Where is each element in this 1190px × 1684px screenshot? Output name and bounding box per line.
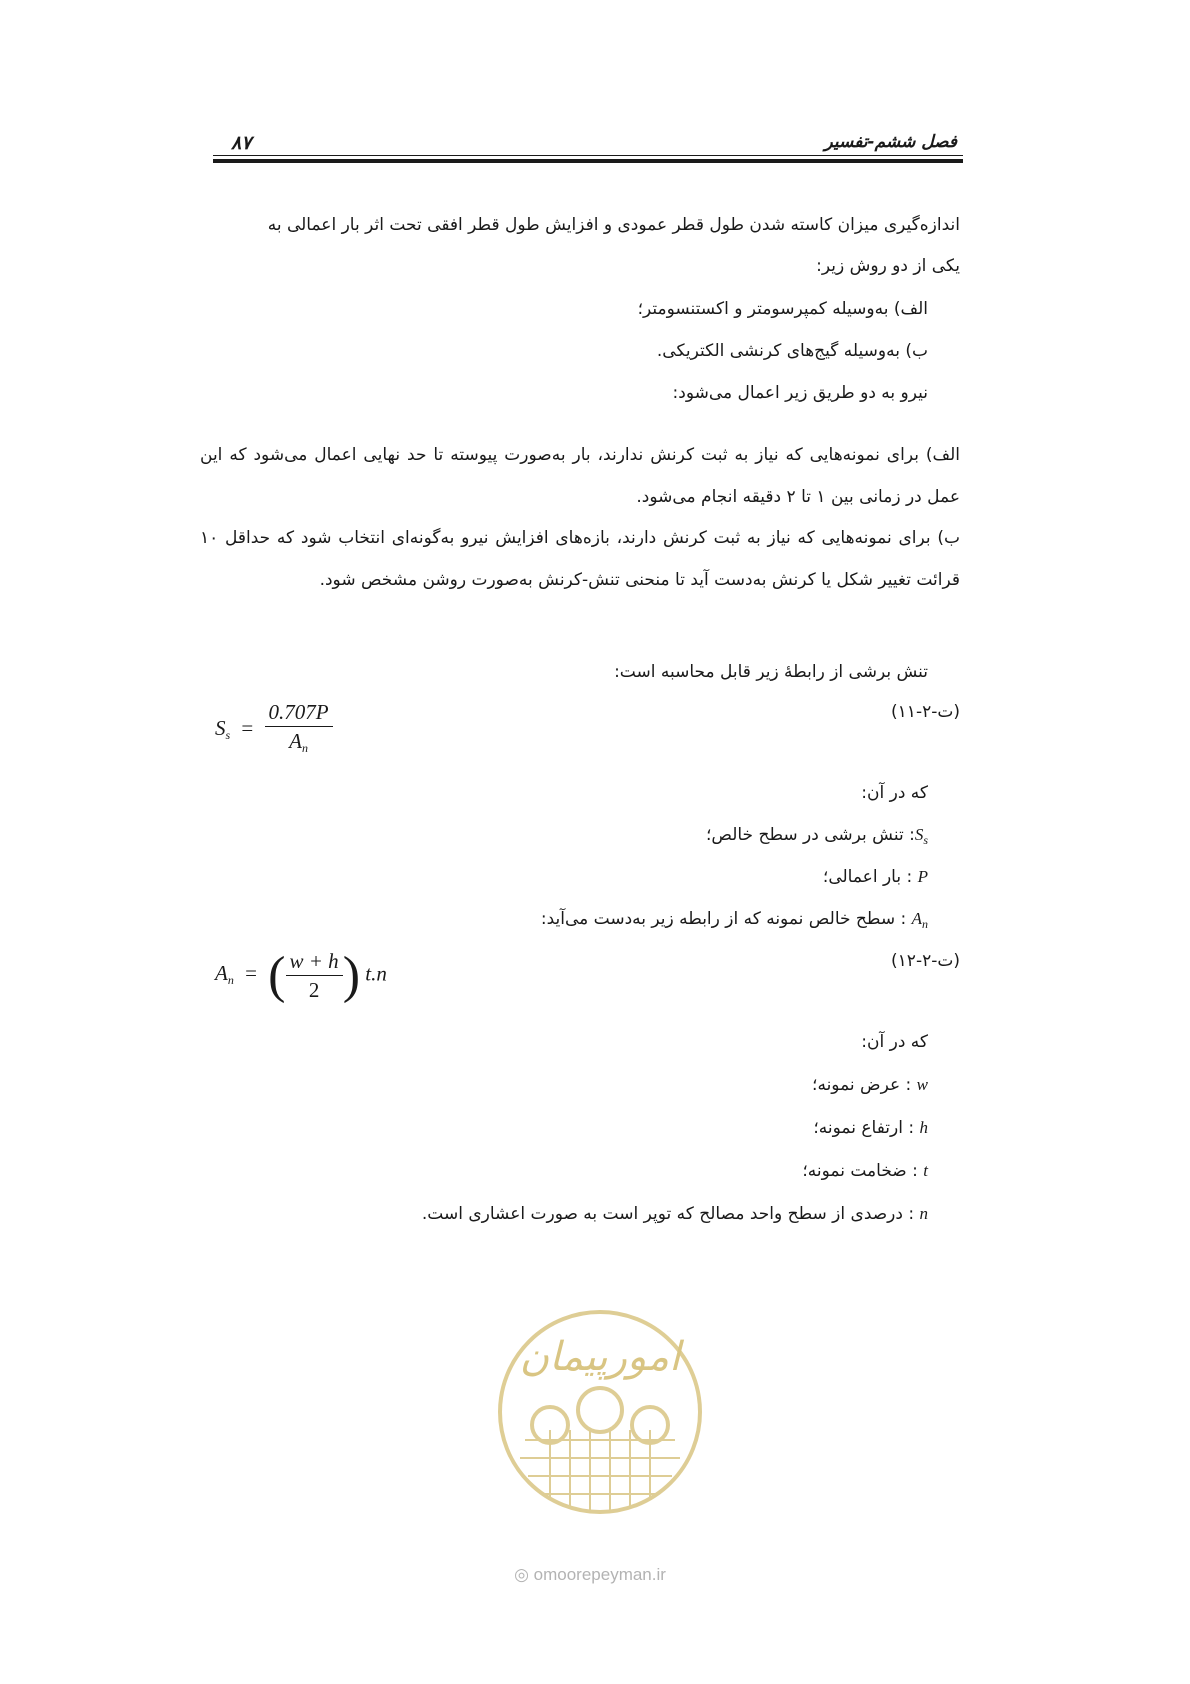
equation-shear-stress [215,698,333,762]
def-solid-ratio: n : درصدی از سطح واحد مصالح که توپر است به صورت اعشاری است. [421,1204,928,1224]
method-a: الف) به‌وسیله کمپرسومتر و اکستنسومتر؛ [637,299,928,319]
chapter-title: فصل ششم-تفسیر [824,132,957,152]
eq1-fraction [265,698,333,762]
eq2-equals: = [245,961,257,986]
def-shear-stress: $S_s$: تنش برشی در سطح خالص؛ [705,825,928,847]
watermark-logo [490,1300,710,1520]
header-rule-thick [213,159,963,163]
header-rule-thin [213,155,963,156]
eq1-numerator: 0.707P [265,698,333,727]
eq1-equals: = [241,715,254,740]
eq1-lhs: $S_s$ [215,715,231,742]
force-item-b [200,517,960,601]
eq2-paren-open: ( [268,947,286,1004]
eq2-fraction [286,947,343,1004]
def-net-area: $A_n$ : سطح خالص نمونه که از رابطه زیر به‌دست می‌آید: [540,909,928,931]
shear-intro: تنش برشی از رابطهٔ زیر قابل محاسبه است: [614,662,928,682]
force-item-a-text: الف) برای نمونه‌هایی که نیاز به ثبت کرنش ندارند، بار به‌صورت پیوسته تا حد نهایی اعمال می‌شود که این عمل در زمانی بین ۱ تا ۲ دقیقه انجام می‌شود. [200,445,960,507]
def-thickness: t : ضخامت نمونه؛ [802,1161,928,1181]
eq2-tail: t.n [365,961,387,986]
where-label-1: که در آن: [861,783,928,803]
at-icon: ◎ [514,1565,529,1584]
force-item-b-text: ب) برای نمونه‌هایی که نیاز به ثبت کرنش دارند، بازه‌های افزایش نیرو به‌گونه‌ای انتخاب شود که حداقل ۱۰ قرائت تغییر شکل یا کرنش به‌دست آید تا منحنی تنش-کرنش به‌صورت روشن مشخص شود. [200,528,960,590]
eq1-denominator: $A_n$ [289,729,308,755]
watermark-url: ◎ omoorepeyman.ir [514,1565,666,1584]
where-label-2: که در آن: [861,1032,928,1052]
eq2-paren-close: ) [342,947,361,1004]
def-load: P : بار اعمالی؛ [822,867,928,887]
watermark-logo-text: امورپیمان [519,1334,681,1380]
method-b: ب) به‌وسیله گیج‌های کرنشی الکتریکی. [656,341,928,361]
intro-line-2: یکی از دو روش زیر: [816,256,960,276]
eq2-numerator: w + h [286,947,343,976]
eq2-lhs: $A_n$ [215,961,234,988]
def-height: h : ارتفاع نمونه؛ [813,1118,928,1138]
equation-net-area [215,946,387,1005]
page-number: ۸۷ [231,132,252,154]
eq2-number: (ت-۲-۱۲) [891,951,960,971]
force-item-a [200,434,960,518]
intro-line-1: اندازه‌گیری میزان کاسته شدن طول قطر عمودی و افزایش طول قطر افقی تحت اثر بار اعمالی به [267,215,960,235]
eq1-number: (ت-۲-۱۱) [891,702,960,722]
def-width: w : عرض نمونه؛ [812,1075,928,1095]
force-intro: نیرو به دو طریق زیر اعمال می‌شود: [672,383,928,403]
eq2-denominator: 2 [308,978,320,1002]
